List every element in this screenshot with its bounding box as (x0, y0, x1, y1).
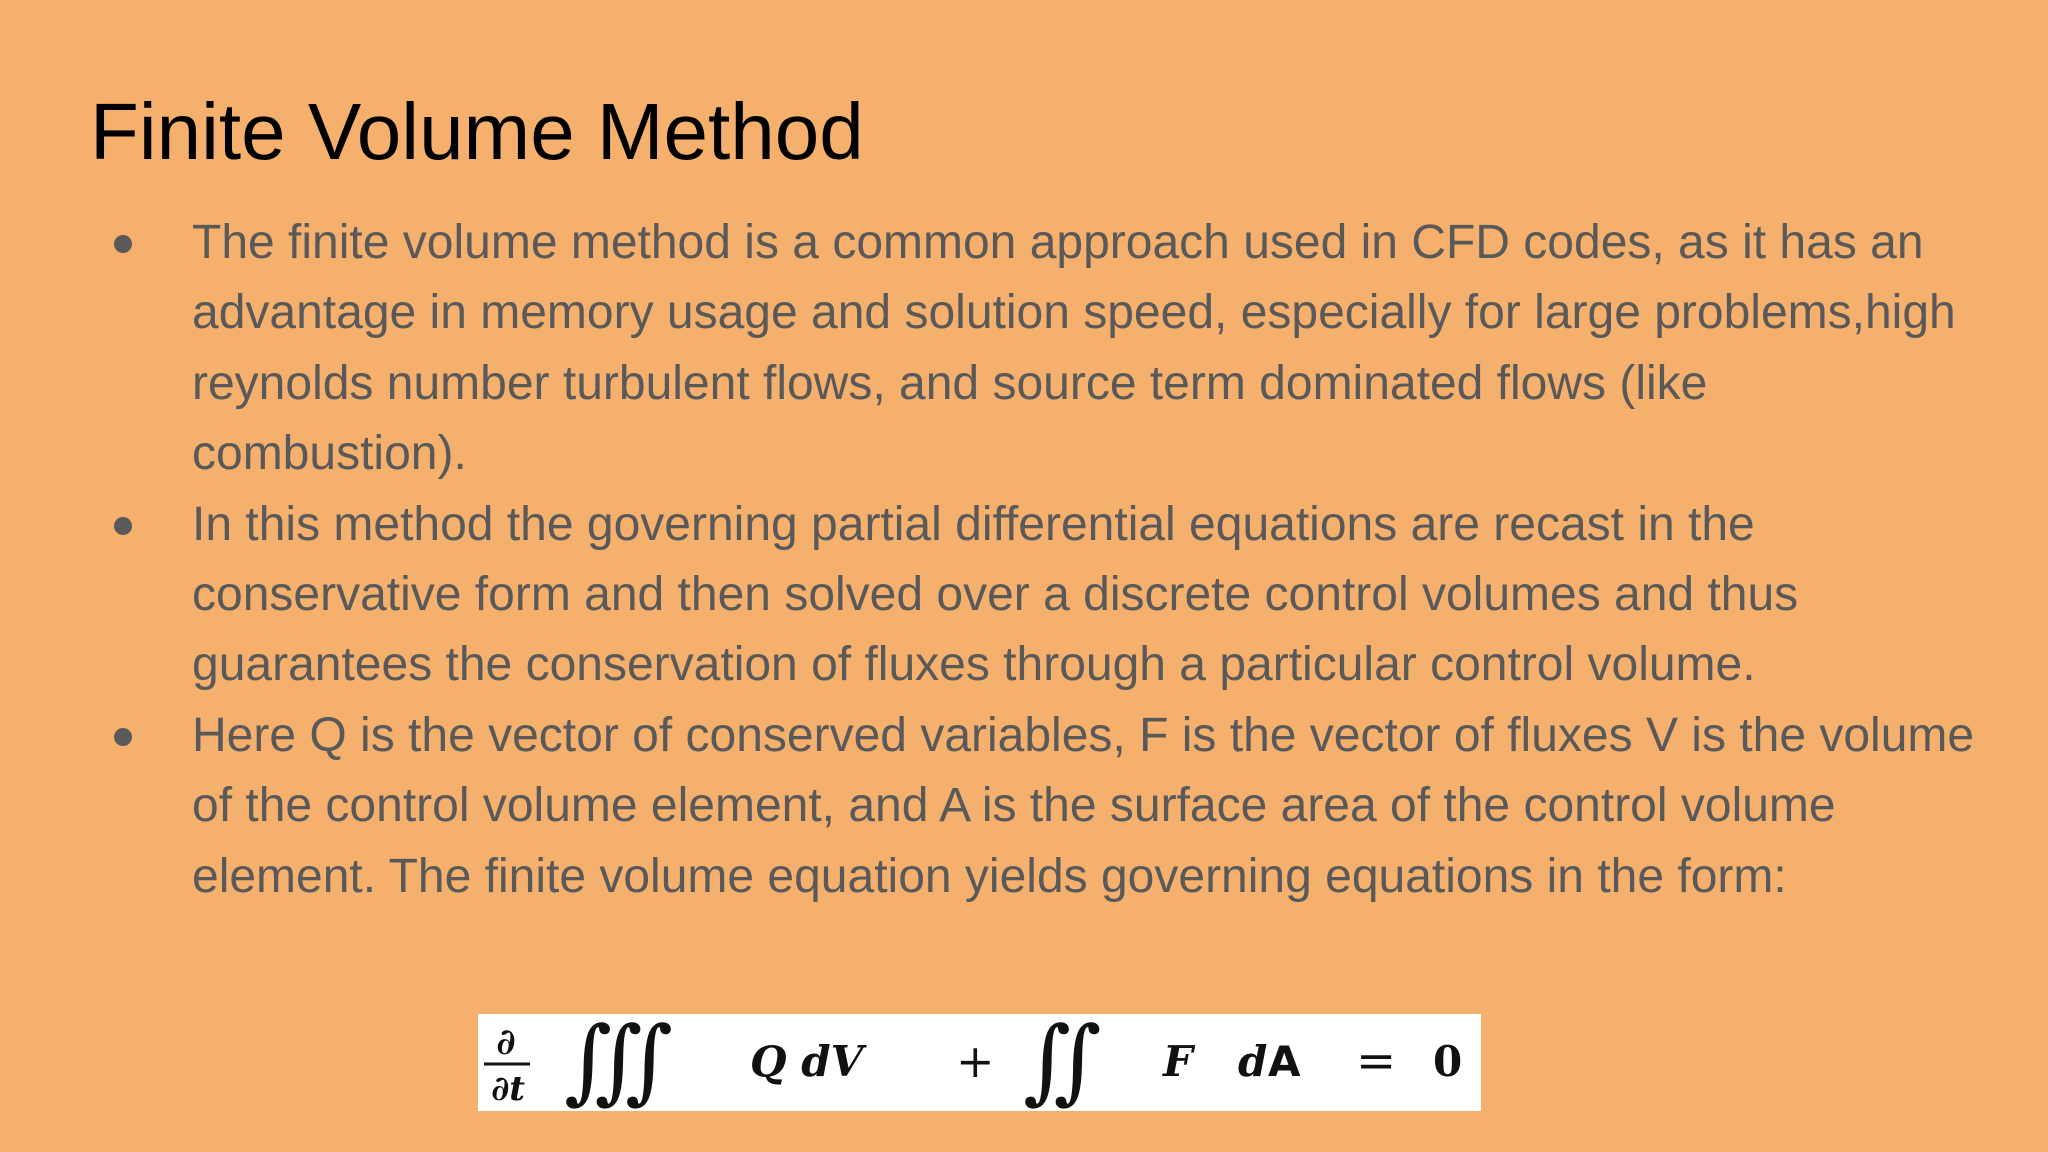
equation-equals: = (1356, 1033, 1397, 1089)
equation-term-qdv: Q dV (750, 1037, 864, 1086)
equation-numerator: ∂ (496, 1021, 516, 1063)
bullet-dot-icon (114, 728, 132, 746)
bullet-list (110, 208, 1990, 912)
equation-rhs-zero: 0 (1433, 1037, 1463, 1086)
slide-title: Finite Volume Method (90, 87, 864, 176)
double-integral-symbol: ∬ (1023, 1014, 1102, 1111)
equation-term-a: A (1268, 1037, 1301, 1086)
equation-term-f: F (1163, 1037, 1193, 1086)
triple-integral-symbol: ∭ (564, 1014, 673, 1111)
equation-plus: + (956, 1034, 995, 1088)
bullet-item-2 (110, 490, 1990, 701)
bullet-dot-icon (114, 517, 132, 535)
bullet-dot-icon (114, 235, 132, 253)
bullet-text-1: The finite volume method is a common approach used in CFD codes, as it has an advantage in memory usage and solution speed, especially for large problems,high reynolds number turbulent flows, and source term dominated flows (like combustion). (192, 216, 1956, 481)
finite-volume-equation (478, 1014, 1481, 1111)
bullet-text-3: Here Q is the vector of conserved variables, F is the vector of fluxes V is the volume of the control volume element, and A is the surface area of the control volume element. The finite volume equation yields governing equations in the form: (192, 708, 1975, 903)
bullet-item-3 (110, 701, 1990, 912)
bullet-item-1 (110, 208, 1990, 490)
bullet-text-2: In this method the governing partial differential equations are recast in the conservative form and then solved over a discrete control volumes and thus guarantees the conservation of fluxes through a particular control volume. (192, 497, 1799, 692)
equation-image (478, 1014, 1481, 1111)
equation-term-d: d (1238, 1037, 1268, 1086)
equation-denominator: ∂t (491, 1069, 525, 1109)
